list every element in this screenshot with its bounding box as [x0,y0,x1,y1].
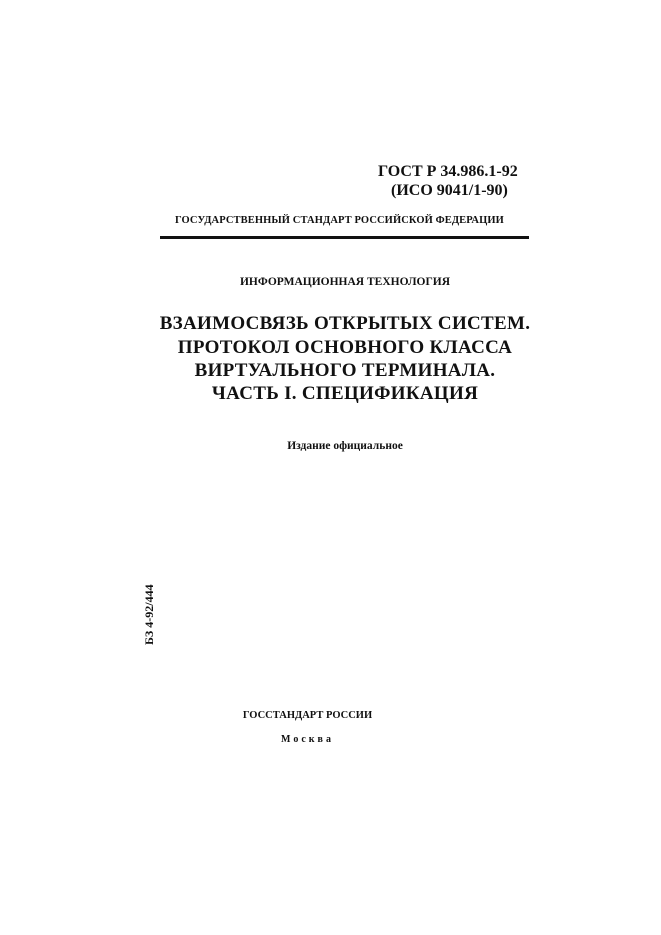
horizontal-rule [160,236,529,239]
title-line-2: ПРОТОКОЛ ОСНОВНОГО КЛАССА [177,337,513,358]
title-line-1: ВЗАИМОСВЯЗЬ ОТКРЫТЫХ СИСТЕМ. [159,313,531,334]
side-code: БЗ 4-92/444 [142,584,156,645]
city: Москва [281,734,334,745]
gov-standard-line: ГОСУДАРСТВЕННЫЙ СТАНДАРТ РОССИЙСКОЙ ФЕДЕРАЦИИ [175,215,504,226]
standard-code: ГОСТ Р 34.986.1-92 [378,163,518,180]
publisher: ГОССТАНДАРТ РОССИИ [242,710,373,721]
iso-code: (ИСО 9041/1-90) [391,182,508,199]
edition-note: Издание официальное [287,440,403,452]
subject-heading: ИНФОРМАЦИОННАЯ ТЕХНОЛОГИЯ [239,276,451,288]
title-line-3: ВИРТУАЛЬНОГО ТЕРМИНАЛА. [194,360,496,381]
title-line-4: ЧАСТЬ I. СПЕЦИФИКАЦИЯ [211,383,479,404]
